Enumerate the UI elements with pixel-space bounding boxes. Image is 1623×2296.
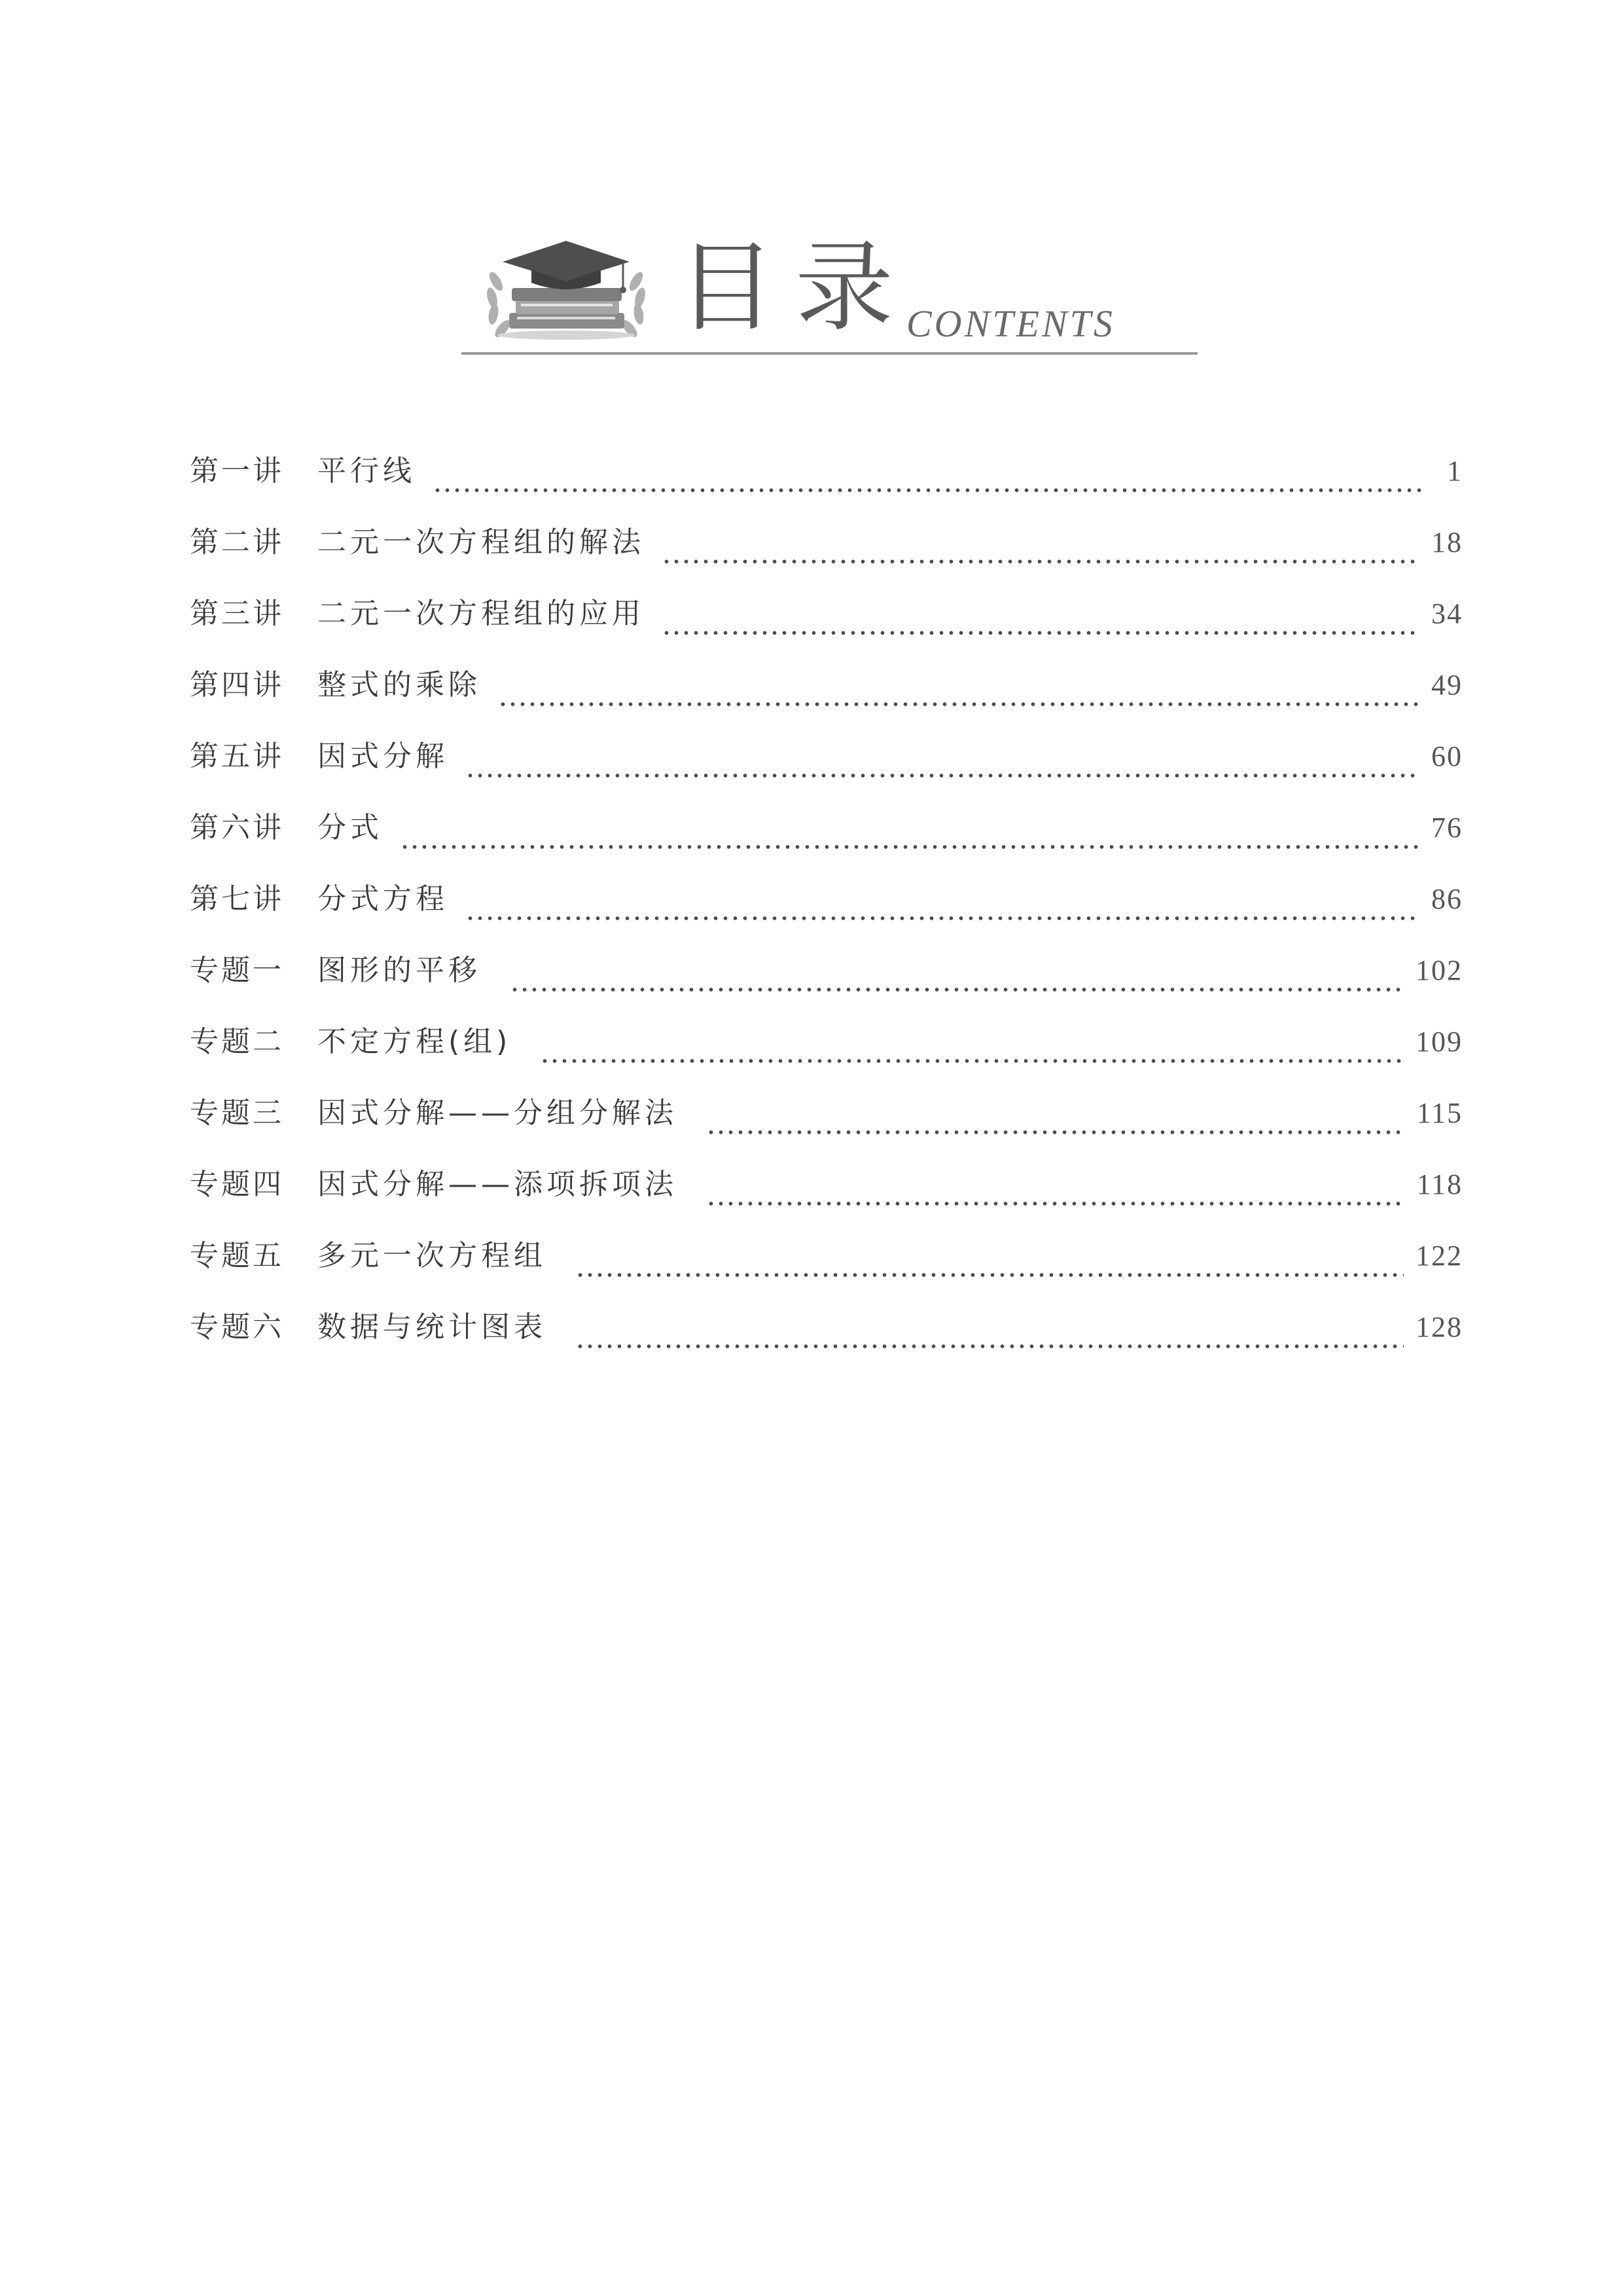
toc-entry[interactable]	[190, 1022, 1463, 1094]
toc-entry-page: 115	[1416, 1097, 1463, 1129]
table-of-contents	[190, 452, 1463, 1379]
toc-entry[interactable]	[190, 594, 1463, 666]
toc-entry-page: 122	[1416, 1240, 1463, 1272]
toc-entry-title: 平行线	[317, 454, 416, 488]
toc-dot-leader	[400, 845, 1419, 849]
toc-dot-leader	[510, 988, 1404, 992]
toc-entry-page: 86	[1431, 883, 1463, 915]
toc-entry-label: 第二讲	[190, 526, 284, 559]
toc-dot-leader	[575, 1344, 1404, 1348]
toc-entry-page: 118	[1416, 1168, 1463, 1200]
toc-entry-title: 分式方程	[317, 882, 448, 916]
toc-entry-label: 专题四	[190, 1168, 284, 1201]
toc-entry-title: 因式分解	[317, 740, 448, 773]
toc-entry[interactable]	[190, 523, 1463, 594]
toc-entry-label: 专题六	[190, 1310, 284, 1344]
toc-entry[interactable]	[190, 1236, 1463, 1308]
toc-entry-label: 专题五	[190, 1239, 284, 1272]
page-subtitle: CONTENTS	[906, 302, 1115, 345]
toc-entry[interactable]	[190, 1165, 1463, 1236]
toc-entry-title: 整式的乘除	[317, 668, 481, 702]
toc-entry-page: 128	[1416, 1311, 1463, 1343]
page-title: 目录	[677, 231, 914, 345]
toc-entry-page: 18	[1431, 526, 1463, 558]
toc-entry-label: 第四讲	[190, 668, 284, 702]
toc-entry-page: 109	[1416, 1026, 1463, 1058]
toc-entry-title: 多元一次方程组	[317, 1239, 546, 1272]
toc-entry[interactable]	[190, 737, 1463, 808]
toc-entry-page: 76	[1431, 812, 1463, 844]
toc-dot-leader	[706, 1130, 1405, 1134]
toc-entry-page: 34	[1431, 598, 1463, 630]
toc-entry[interactable]	[190, 1308, 1463, 1379]
toc-entry[interactable]	[190, 880, 1463, 951]
toc-entry-title: 二元一次方程组的应用	[317, 597, 645, 630]
toc-entry[interactable]	[190, 1094, 1463, 1165]
toc-dot-leader	[662, 560, 1419, 564]
toc-dot-leader	[540, 1059, 1404, 1063]
toc-entry-page: 1	[1447, 455, 1463, 487]
toc-entry-label: 第一讲	[190, 454, 284, 488]
toc-entry-page: 102	[1416, 954, 1463, 986]
toc-entry[interactable]	[190, 452, 1463, 523]
toc-entry-label: 第三讲	[190, 597, 284, 630]
contents-header	[461, 223, 1198, 360]
toc-entry-title: 数据与统计图表	[317, 1310, 546, 1344]
toc-entry-page: 49	[1431, 669, 1463, 701]
toc-entry-title: 分式	[317, 811, 383, 844]
toc-entry-label: 第六讲	[190, 811, 284, 844]
toc-entry-title: 不定方程(组)	[317, 1025, 512, 1058]
toc-entry-title: 因式分解——添项拆项法	[317, 1168, 677, 1201]
toc-entry-title: 因式分解——分组分解法	[317, 1096, 677, 1130]
toc-dot-leader	[465, 916, 1419, 920]
toc-entry[interactable]	[190, 808, 1463, 880]
toc-entry-label: 第七讲	[190, 882, 284, 916]
toc-entry-label: 专题三	[190, 1096, 284, 1130]
toc-dot-leader	[662, 631, 1419, 635]
toc-entry-label: 专题一	[190, 954, 284, 987]
toc-dot-leader	[498, 702, 1419, 706]
toc-dot-leader	[465, 774, 1419, 778]
toc-entry-label: 专题二	[190, 1025, 284, 1058]
toc-entry-title: 二元一次方程组的解法	[317, 526, 645, 559]
toc-entry[interactable]	[190, 666, 1463, 737]
graduation-cap-books-icon	[478, 236, 654, 347]
toc-entry-label: 第五讲	[190, 740, 284, 773]
toc-entry-page: 60	[1431, 740, 1463, 772]
toc-dot-leader	[433, 488, 1425, 492]
toc-entry-title: 图形的平移	[317, 954, 481, 987]
header-divider	[461, 352, 1198, 355]
toc-dot-leader	[575, 1273, 1404, 1277]
toc-entry[interactable]	[190, 951, 1463, 1022]
toc-dot-leader	[706, 1202, 1405, 1206]
